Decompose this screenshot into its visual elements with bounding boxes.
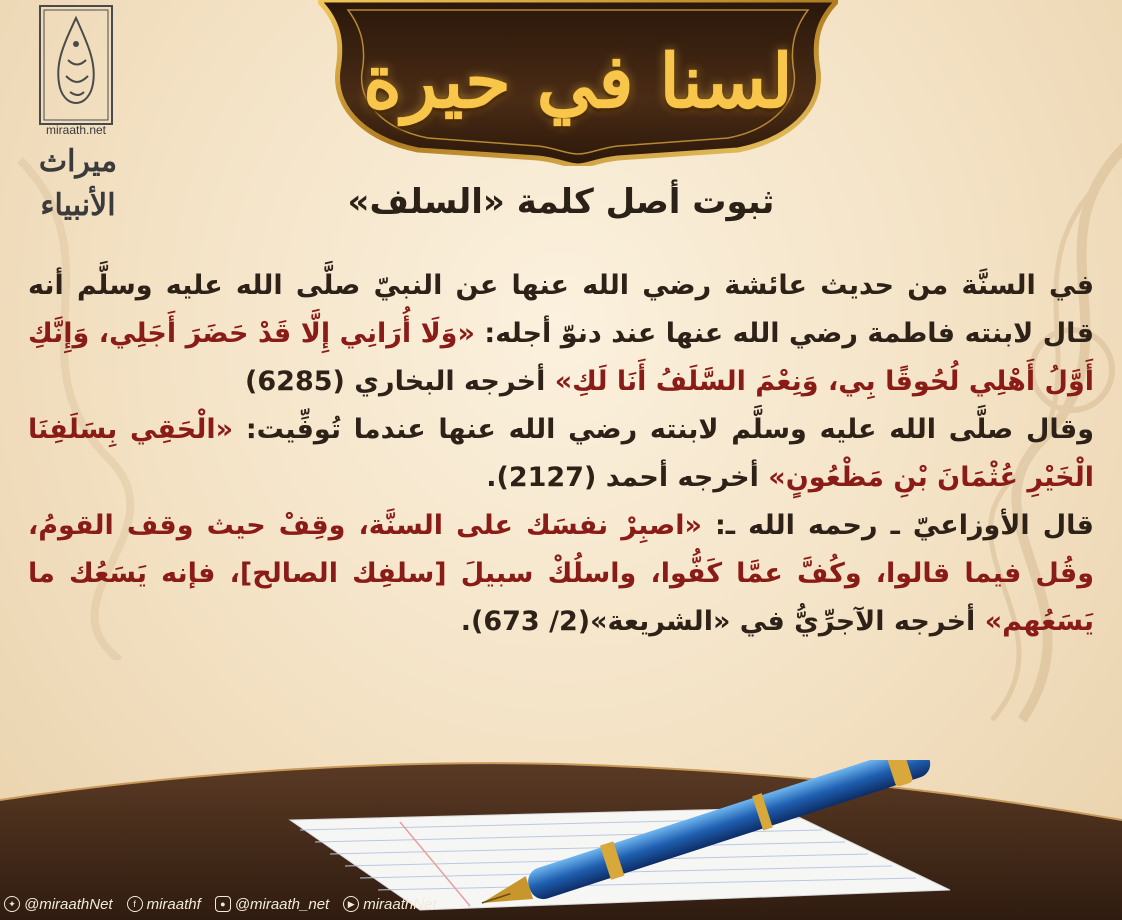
facebook-icon: f: [127, 896, 143, 912]
article-body: [28, 262, 1094, 646]
social-handle: miraathNet: [363, 895, 437, 913]
hadith-quote: «الْحَقِي بِسَلَفِنَا الْخَيْرِ عُثْمَانَ بْنِ مَظْعُونٍ»: [28, 414, 1094, 493]
miraath-logo-icon: [38, 4, 114, 134]
paragraph-2: [28, 406, 1094, 502]
paragraph-1: [28, 262, 1094, 406]
social-footer: [0, 888, 564, 920]
logo-name: ميراث الأنبياء: [38, 144, 118, 223]
paragraph-text: في السنَّة من حديث عائشة رضي الله عنها عن النبيّ صلَّى الله عليه وسلَّم أنه قال لابنته فاطمة رضي الله عنها عند دنوّ أجله:: [28, 270, 1094, 349]
social-twitter[interactable]: [4, 896, 113, 913]
logo-site: miraath.net: [45, 123, 107, 137]
source-reference: أخرجه البخاري (6285): [245, 366, 555, 397]
paragraph-3: [28, 502, 1094, 646]
instagram-icon: ●: [215, 896, 231, 912]
article-heading: ثبوت أصل كلمة «السلف»: [347, 182, 775, 222]
paragraph-text: قال الأوزاعيّ ـ رحمه الله ـ:: [701, 510, 1094, 541]
paragraph-text: وقال صلَّى الله عليه وسلَّم لابنته رضي الله عنها عندما تُوفِّيت:: [233, 414, 1095, 445]
source-reference: أخرجه الآجرِّيُّ في «الشريعة»(2/ 673).: [460, 606, 985, 637]
social-handle: @miraathNet: [24, 895, 113, 913]
source-reference: أخرجه أحمد (2127).: [486, 462, 769, 493]
social-handle: @miraath_net: [234, 895, 330, 913]
social-youtube[interactable]: [343, 896, 436, 913]
social-instagram[interactable]: [215, 896, 329, 913]
social-handle: miraathf: [146, 895, 201, 913]
social-facebook[interactable]: [127, 896, 201, 913]
athar-quote: «اصبِرْ نفسَك على السنَّة، وقِفْ حيث وقف القومُ، وقُل فيما قالوا، وكُفَّ عمَّا كَفُّوا، واسلُكْ سبيلَ [سلفِك الصالح]، فإنه يَسَعُك ما يَسَعُهم»: [28, 510, 1094, 637]
youtube-icon: ▶: [343, 896, 359, 912]
hadith-quote: «وَلَا أُرَانِي إِلَّا قَدْ حَضَرَ أَجَلِي، وَإِنَّكِ أَوَّلُ أَهْلِي لُحُوقًا بِي، وَنِعْمَ السَّلَفُ أَنَا لَكِ»: [28, 318, 1094, 397]
banner-title: لسنا في حيرة: [363, 39, 793, 125]
twitter-icon: ✦: [4, 896, 20, 912]
